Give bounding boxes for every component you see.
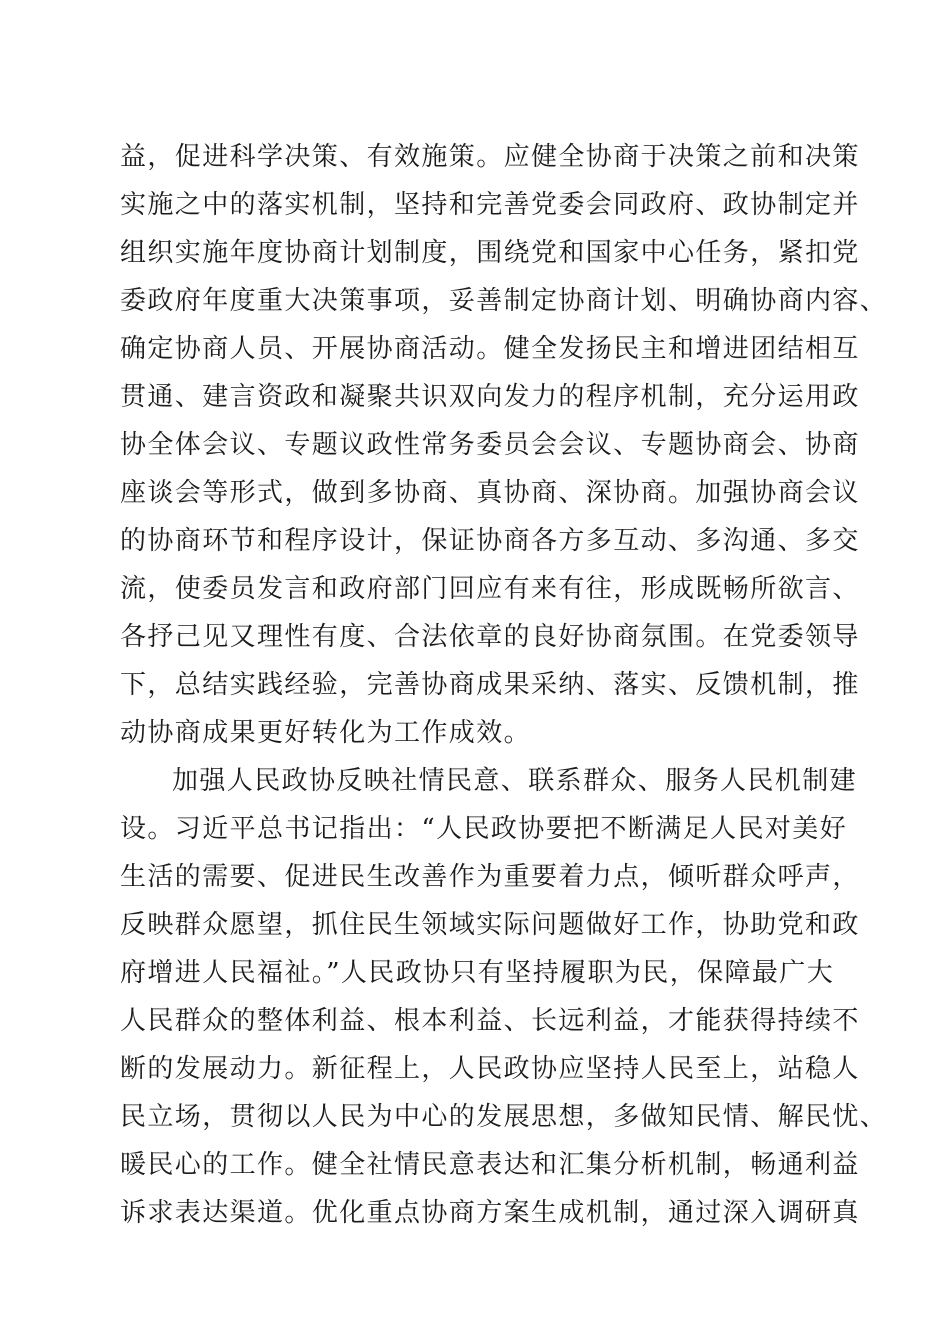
text-line: 协全体会议、专题议政性常务委员会会议、专题协商会、协商 — [120, 430, 860, 460]
text-line: 加强人民政协反映社情民意、联系群众、服务人民机制建 — [172, 766, 858, 796]
text-line: 动协商成果更好转化为工作成效。 — [120, 718, 532, 748]
text-line: 实施之中的落实机制，坚持和完善党委会同政府、政协制定并 — [120, 190, 860, 220]
text-line: 贯通、建言资政和凝聚共识双向发力的程序机制，充分运用政 — [120, 382, 860, 412]
document-page — [120, 0, 888, 1344]
text-line: 各抒己见又理性有度、合法依章的良好协商氛围。在党委领导 — [120, 622, 860, 652]
text-line: 下，总结实践经验，完善协商成果采纳、落实、反馈机制，推 — [120, 670, 860, 700]
text-line: 府增进人民福祉。”人民政协只有坚持履职为民，保障最广大 — [120, 958, 835, 988]
text-line: 组织实施年度协商计划制度，围绕党和国家中心任务，紧扣党 — [120, 238, 860, 268]
text-line: 设。习近平总书记指出：“人民政协要把不断满足人民对美好 — [120, 814, 848, 844]
text-line: 暖民心的工作。健全社情民意表达和汇集分析机制，畅通利益 — [120, 1150, 860, 1180]
text-line: 委政府年度重大决策事项，妥善制定协商计划、明确协商内容、 — [120, 286, 888, 316]
text-line: 反映群众愿望，抓住民生领域实际问题做好工作，协助党和政 — [120, 910, 860, 940]
text-line: 座谈会等形式，做到多协商、真协商、深协商。加强协商会议 — [120, 478, 860, 508]
text-line: 人民群众的整体利益、根本利益、长远利益，才能获得持续不 — [120, 1006, 860, 1036]
text-line: 的协商环节和程序设计，保证协商各方多互动、多沟通、多交 — [120, 526, 860, 556]
text-line: 断的发展动力。新征程上，人民政协应坚持人民至上，站稳人 — [120, 1054, 860, 1084]
text-line: 流，使委员发言和政府部门回应有来有往，形成既畅所欲言、 — [120, 574, 860, 604]
text-line: 诉求表达渠道。优化重点协商方案生成机制，通过深入调研真 — [120, 1198, 860, 1228]
text-line: 益，促进科学决策、有效施策。应健全协商于决策之前和决策 — [120, 142, 860, 172]
text-line: 确定协商人员、开展协商活动。健全发扬民主和增进团结相互 — [120, 334, 860, 364]
text-line: 生活的需要、促进民生改善作为重要着力点，倾听群众呼声， — [120, 862, 860, 892]
text-line: 民立场，贯彻以人民为中心的发展思想，多做知民情、解民忧、 — [120, 1102, 888, 1132]
